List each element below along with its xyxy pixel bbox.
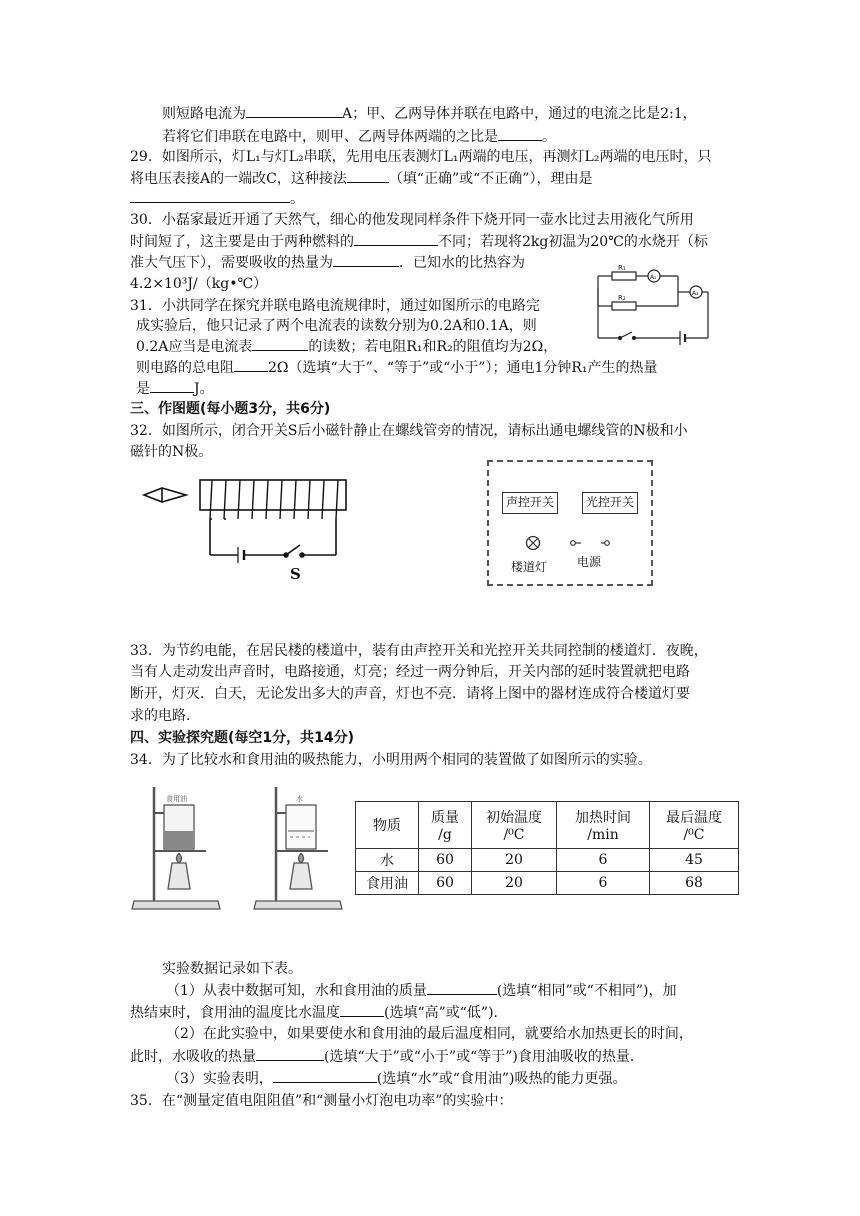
section-4-heading: 四、实验探究题(每空1分，共14分) bbox=[130, 730, 355, 746]
switch-label: S bbox=[290, 565, 301, 583]
alcohol-lamp bbox=[290, 863, 312, 889]
resistor-r2 bbox=[612, 302, 636, 310]
table-cell: 6 bbox=[557, 849, 650, 872]
q30-text: 不同；若现将2kg初温为20℃的水烧开（标 bbox=[438, 234, 708, 250]
q34-text: 热结束时，食用油的温度比水温度 bbox=[130, 1005, 340, 1021]
q29-text: （填“正确”或“不正确”），理由是 bbox=[388, 171, 593, 187]
q33-line3: 断开，灯灭．白天，无论发出多大的声音，灯也不亮．请将上图中的器材连成符合楼道灯要 bbox=[130, 686, 690, 702]
compass-needle bbox=[144, 488, 186, 502]
q34-line1: 34．为了比较水和食用油的吸热能力，小明用两个相同的装置做了如图所示的实验。 bbox=[130, 752, 652, 768]
q30-line1: 30．小磊家最近开通了天然气，细心的他发现同样条件下烧开同一壶水比过去用液化气所用 bbox=[130, 212, 694, 228]
stand-base bbox=[254, 901, 342, 909]
q31-line1: 31．小洪同学在探究并联电路电流规律时，通过如图所示的电路完 bbox=[130, 298, 540, 314]
q31-text: 的读数；若电阻R₁和R₂的阻值均为2Ω， bbox=[308, 339, 558, 355]
table-cell: 60 bbox=[419, 849, 472, 872]
table-cell: 6 bbox=[557, 872, 650, 895]
answer-blank[interactable] bbox=[252, 336, 308, 351]
answer-blank[interactable] bbox=[354, 231, 438, 246]
q34-text: (选填“相同”或“不相同”)，加 bbox=[496, 983, 677, 999]
q32-line2: 磁针的N极。 bbox=[130, 444, 213, 460]
q32-line1: 32．如图所示，闭合开关S后小磁针静止在螺线管旁的情况，请标出通电螺线管的N极和小 bbox=[130, 423, 688, 439]
table-header-row bbox=[356, 802, 739, 849]
answer-blank[interactable] bbox=[340, 1002, 384, 1017]
q29-text: 将电压表接A的一端改C，这种接法 bbox=[130, 171, 347, 187]
answer-blank[interactable] bbox=[347, 168, 389, 183]
section-3-heading: 三、作图题(每小题3分，共6分) bbox=[130, 401, 331, 417]
q29-text: 。 bbox=[290, 191, 304, 207]
q30-text: 时间短了，这主要是由于两种燃料的 bbox=[130, 234, 354, 250]
q28-text: 若将它们串联在电路中，则甲、乙两导体两端的之比是 bbox=[162, 129, 498, 145]
q34-text: （1）从表中数据可知，水和食用油的质量 bbox=[166, 983, 427, 999]
solenoid-figure bbox=[140, 475, 360, 585]
resistor-r1 bbox=[612, 272, 636, 280]
label-a1: A₁ bbox=[650, 274, 657, 281]
beaker-oil-label: 食用油 bbox=[166, 795, 187, 803]
q31-text: J。 bbox=[194, 381, 214, 397]
q34-text: (选填“高”或“低”)． bbox=[384, 1005, 508, 1021]
coil-windings bbox=[210, 480, 338, 519]
q30-line3 bbox=[130, 252, 525, 273]
table-cell: 20 bbox=[472, 872, 557, 895]
q34-p1-line2 bbox=[130, 1002, 508, 1023]
table-row bbox=[356, 872, 739, 895]
q34-text: (选填“大于”或“小于”或“等于”)食用油吸收的热量． bbox=[324, 1049, 644, 1065]
q33-line1: 33．为节约电能，在居民楼的楼道中，装有由声控开关和光控开关共同控制的楼道灯．夜晚， bbox=[130, 643, 708, 659]
q31-line5 bbox=[136, 378, 214, 399]
alcohol-lamp bbox=[168, 863, 190, 889]
lamp-label: 楼道灯 bbox=[511, 560, 548, 574]
q31-text: 0.2A应当是电流表 bbox=[136, 339, 253, 355]
q29-line1: 29．如图所示，灯L₁与灯L₂串联，先用电压表测灯L₁两端的电压，再测灯L₂两端的电压时，只 bbox=[130, 149, 712, 165]
answer-blank[interactable] bbox=[333, 252, 399, 267]
q30-line4: 4.2×10³J/（kg•℃） bbox=[130, 276, 268, 292]
q31-text: 则电路的总电阻 bbox=[136, 360, 234, 376]
beaker-water bbox=[286, 805, 316, 849]
q34-text: （3）实验表明， bbox=[166, 1071, 273, 1087]
header-cell: 最后温度 /⁰C bbox=[650, 802, 739, 849]
q34-text: (选填“水”或“食用油”)吸热的能力更强。 bbox=[376, 1071, 627, 1087]
table-cell: 68 bbox=[650, 872, 739, 895]
label-r2: R₂ bbox=[618, 294, 626, 302]
q34-p1-line1 bbox=[166, 980, 676, 1001]
stand-base bbox=[132, 901, 220, 909]
answer-blank[interactable] bbox=[498, 126, 542, 141]
q29-line2 bbox=[130, 168, 592, 189]
table-row bbox=[356, 849, 739, 872]
q31-line2: 成实验后，他只记录了两个电流表的读数分别为0.2A和0.1A，则 bbox=[136, 318, 537, 334]
answer-blank[interactable] bbox=[234, 357, 268, 372]
power-terminals-icon bbox=[567, 537, 617, 549]
q33-line4: 求的电路． bbox=[130, 708, 200, 724]
q34-p3 bbox=[166, 1068, 626, 1089]
heating-apparatus-oil bbox=[128, 783, 228, 915]
answer-blank[interactable] bbox=[427, 980, 497, 995]
q31-text: 2Ω（选填“大于”、“等于”或“小于”）；通电1分钟R₁产生的热量 bbox=[268, 360, 658, 376]
q33-line2: 当有人走动发出声音时，电路接通，灯亮；经过一两分钟后，开关内部的延时装置就把电路 bbox=[130, 664, 690, 680]
experiment-data-table bbox=[355, 801, 739, 895]
q28-text: 则短路电流为 bbox=[162, 106, 246, 122]
table-cell: 45 bbox=[650, 849, 739, 872]
answer-blank[interactable] bbox=[150, 378, 194, 393]
q34-record: 实验数据记录如下表。 bbox=[162, 961, 302, 977]
table-cell: 60 bbox=[419, 872, 472, 895]
table-cell: 水 bbox=[356, 849, 419, 872]
q31-text: 是 bbox=[136, 381, 150, 397]
q29-line3 bbox=[130, 188, 304, 209]
beaker-water-label: 水 bbox=[296, 795, 303, 803]
table-cell: 20 bbox=[472, 849, 557, 872]
header-cell: 质量 /g bbox=[419, 802, 472, 849]
q35-line1: 35．在“测量定值电阻阻值”和“测量小灯泡电功率”的实验中： bbox=[130, 1093, 513, 1109]
parallel-circuit-figure bbox=[580, 260, 720, 352]
q34-p2-line1: （2）在此实验中，如果要使水和食用油的最后温度相同，就要给水加热更长的时间， bbox=[166, 1026, 693, 1042]
answer-blank[interactable] bbox=[246, 103, 342, 118]
header-cell: 加热时间 /min bbox=[557, 802, 650, 849]
light-switch-box: 光控开关 bbox=[582, 492, 638, 514]
q34-text: 此时，水吸收的热量 bbox=[130, 1049, 256, 1065]
answer-blank[interactable] bbox=[130, 188, 290, 203]
stairway-light-figure bbox=[487, 460, 653, 586]
header-cell: 物质 bbox=[356, 802, 419, 849]
sound-switch-box: 声控开关 bbox=[502, 492, 558, 514]
table-cell: 食用油 bbox=[356, 872, 419, 895]
power-label: 电源 bbox=[577, 555, 602, 569]
q30-line2 bbox=[130, 231, 708, 252]
heating-apparatus-water bbox=[250, 783, 350, 915]
answer-blank[interactable] bbox=[256, 1046, 324, 1061]
q30-text: 准大气压下），需要吸收的热量为 bbox=[130, 255, 333, 271]
q28-text: 。 bbox=[542, 129, 556, 145]
answer-blank[interactable] bbox=[273, 1068, 377, 1083]
q28-text: A；甲、乙两导体并联在电路中，通过的电流之比是2:1， bbox=[342, 106, 697, 122]
q28-line2 bbox=[162, 126, 556, 147]
header-cell: 初始温度 /⁰C bbox=[472, 802, 557, 849]
q28-line1 bbox=[162, 103, 697, 124]
q31-line3 bbox=[136, 336, 557, 357]
lamp-icon bbox=[525, 535, 541, 551]
q30-text: ．已知水的比热容为 bbox=[399, 255, 525, 271]
q31-line4 bbox=[136, 357, 658, 378]
q34-p2-line2 bbox=[130, 1046, 644, 1067]
label-a2: A₂ bbox=[692, 290, 699, 297]
label-r1: R₁ bbox=[618, 264, 626, 272]
